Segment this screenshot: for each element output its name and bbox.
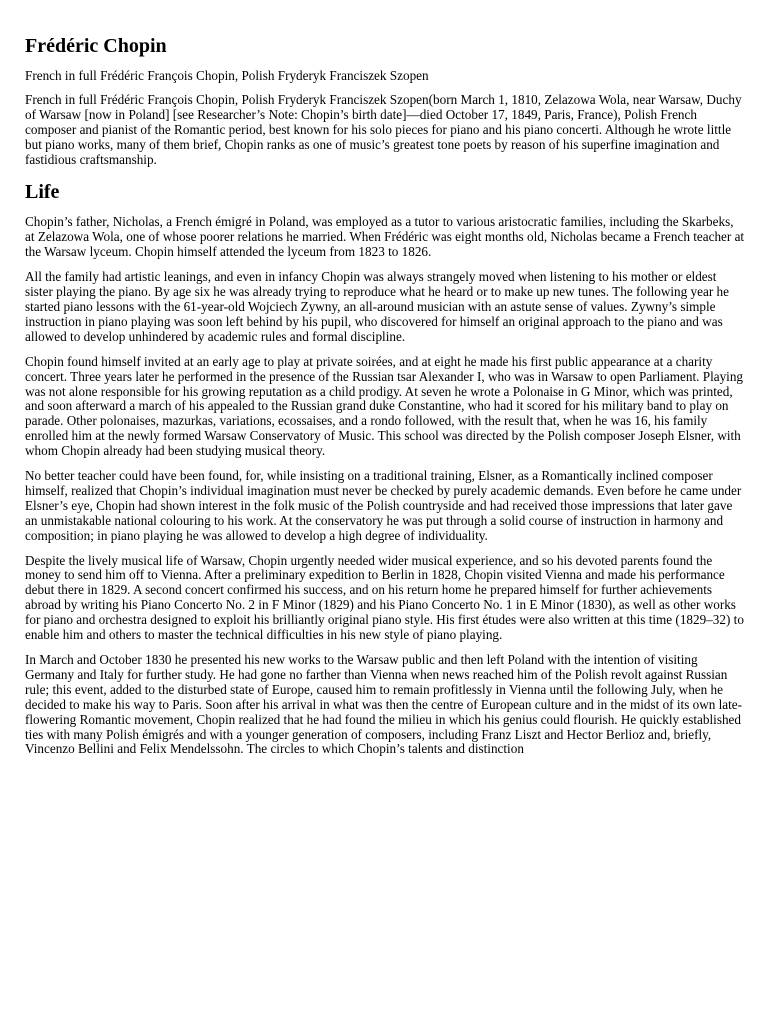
life-paragraph: In March and October 1830 he presented his new works to the Warsaw public and then left Poland with the intention of visiting Germany and Italy for further study. He had gone no farther than Vienna when news reached him of the Polish revolt against Russian rule; this event, added to the disturbed state of Europe, caused him to remain profitlessly in Vienna until the following July, when he decided to make his way to Paris. Soon after his arrival in what was then the centre of European culture and in the midst of its own late-flowering Romantic movement, Chopin realized that he had found the milieu in which his genius could flourish. He quickly established ties with many Polish émigrés and with a younger generation of composers, including Franz Liszt and Hector Berlioz and, briefly, Vincenzo Bellini and Felix Mendelssohn. The circles to which Chopin’s talents and distinction [25,652,743,757]
life-paragraph: Chopin’s father, Nicholas, a French émigré in Poland, was employed as a tutor to various aristocratic families, including the Skarbeks, at Zelazowa Wola, one of whose poorer relations he married. When Frédéric was eight months old, Nicholas became a French teacher at the Warsaw lyceum. Chopin himself attended the lyceum from 1823 to 1826. [25,214,745,260]
life-paragraph: Chopin found himself invited at an early age to play at private soirées, and at eight he made his first public appearance at a charity concert. Three years later he performed in the presence of the Russian tsar Alexander I, who was in Warsaw to open Parliament. Playing was not alone responsible for his growing reputation as a child prodigy. At seven he wrote a Polonaise in G Minor, which was printed, and soon afterward a march of his appealed to the Russian grand duke Constantine, who had it scored for his military band to play on parade. Other polonaises, mazurkas, variations, ecossaises, and a rondo followed, with the result that, when he was 16, his family enrolled him at the newly formed Warsaw Conservatory of Music. This school was directed by the Polish composer Joseph Elsner, with whom Chopin already had been studying musical theory. [25,353,744,459]
intro-paragraph: French in full Frédéric François Chopin, Polish Fryderyk Franciszek Szopen(born March 1, 1810, Zelazowa Wola, near Warsaw, Duchy of Warsaw [now in Poland] [see Researcher’s Note: Chopin’s birth date]—died October 17, 1849, Paris, France), Polish French composer and pianist of the Romantic period, best known for his solo pieces for piano and his piano concerti. Although he wrote little but piano works, many of them brief, Chopin ranks as one of music’s greatest tone poets by reason of his superfine imagination and fastidious craftsmanship. [25,91,742,167]
document-page [25,33,745,767]
life-paragraph: Despite the lively musical life of Warsaw, Chopin urgently needed wider musical experience, and so his devoted parents found the money to send him off to Vienna. After a preliminary expedition to Berlin in 1828, Chopin visited Vienna and made his performance debut there in 1829. A second concert confirmed his success, and on his return home he prepared himself for further achievements abroad by writing his Piano Concerto No. 2 in F Minor (1829) and his Piano Concerto No. 1 in E Minor (1830), as well as other works for piano and orchestra designed to exploit his brilliantly original piano style. His first études were also written at this time (1829–32) to enable him and others to master the technical difficulties in his new style of piano playing. [25,552,744,643]
document-title: Frédéric Chopin [25,35,167,57]
section-heading-life: Life [25,181,60,204]
life-paragraph: No better teacher could have been found, for, while insisting on a traditional training, Elsner, as a Romantically inclined composer himself, realized that Chopin’s individual imagination must never be checked by purely academic demands. Even before he came under Elsner’s eye, Chopin had shown interest in the folk music of the Polish countryside and had received those impressions that later gave an unmistakable national colouring to his work. At the conservatory he was put through a solid course of instruction in harmony and composition; in piano playing he was allowed to develop a high degree of individuality. [25,468,742,543]
document-subtitle: French in full Frédéric François Chopin, Polish Fryderyk Franciszek Szopen [25,68,429,83]
life-paragraph: All the family had artistic leanings, and even in infancy Chopin was always strangely moved when listening to his mother or eldest sister playing the piano. By age six he was already trying to reproduce what he heard or to make up new tunes. The following year he started piano lessons with the 61-year-old Wojciech Zywny, an all-around musician with an astute sense of values. Zywny’s simple instruction in piano playing was soon left behind by his pupil, who discovered for himself an original approach to the piano and was allowed to develop unhindered by academic rules and formal discipline. [25,269,729,344]
